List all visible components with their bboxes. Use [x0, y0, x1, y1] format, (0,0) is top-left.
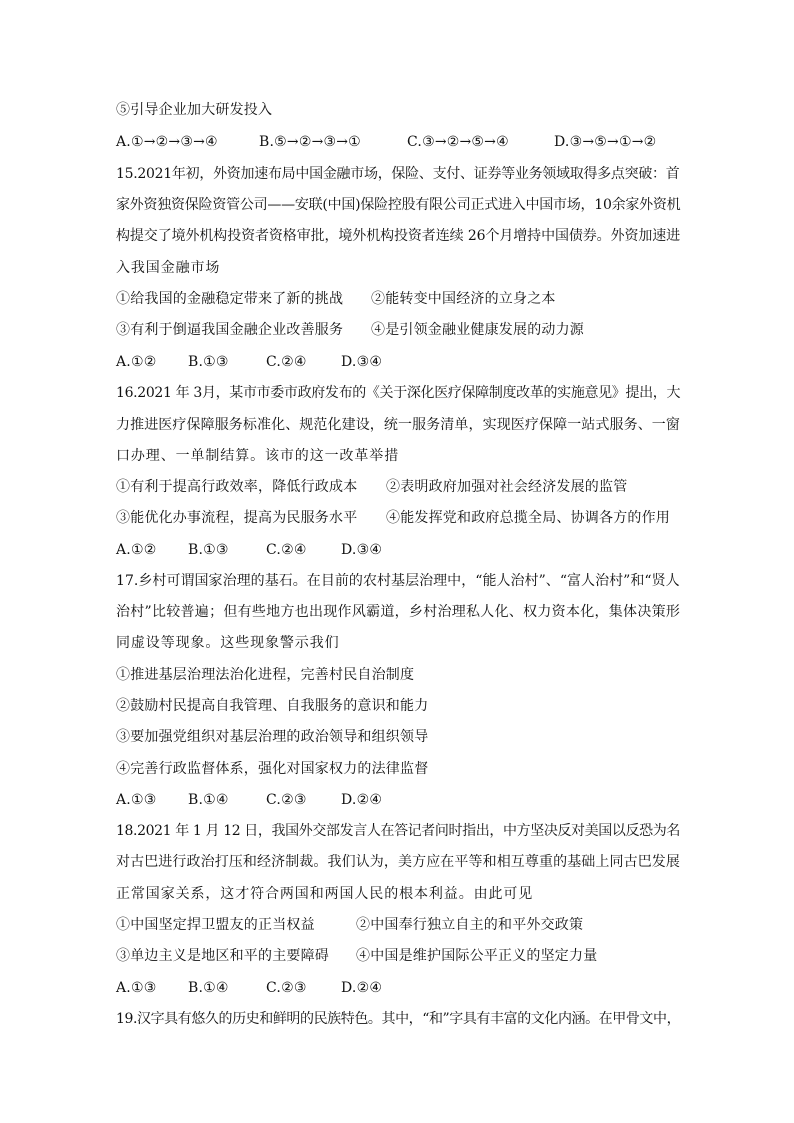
- q16-item-3: ③能优化办事流程，提高为民服务水平: [116, 510, 358, 526]
- option-d: D.③→⑤→①→②: [554, 134, 657, 150]
- q16-items-row: [116, 477, 627, 497]
- q15-item-2: ②能转变中国经济的立身之本: [371, 291, 556, 307]
- q18-options: [116, 978, 382, 998]
- q17-item: ③要加强党组织对基层治理的政治领导和组织领导: [116, 729, 429, 745]
- option-a: A.①→②→③→④: [116, 134, 218, 150]
- q18-item-3: ③单边主义是地区和平的主要障碍: [116, 948, 329, 964]
- option-a: A.①②: [116, 542, 157, 558]
- q16-items-row: [116, 508, 670, 528]
- q15-item-3: ③有利于倒逼我国金融企业改善服务: [116, 322, 344, 338]
- q16-stem-line: 口办理、一单制结算。该市的这一改革举措: [116, 448, 400, 464]
- q15-item-1: ①给我国的金融稳定带来了新的挑战: [116, 291, 344, 307]
- q17-stem-line: 17.乡村可谓国家治理的基石。在目前的农村基层治理中，“能人治村”、“富人治村”和“贤人: [116, 573, 680, 589]
- option-d: D.③④: [341, 542, 383, 558]
- option-b: B.①④: [188, 980, 229, 996]
- q18-stem-line: 对古巴进行政治打压和经济制裁。我们认为，美方应在平等和相互尊重的基础上同古巴发展: [116, 854, 680, 870]
- option-b: B.①③: [188, 354, 229, 370]
- option-a: A.①③: [116, 792, 157, 808]
- q16-item-2: ②表明政府加强对社会经济发展的监管: [386, 479, 628, 495]
- q19-stem-line: 19.汉字具有悠久的历史和鲜明的民族特色。其中，“和”字具有丰富的文化内涵。在甲骨文中，: [116, 1011, 681, 1027]
- option-c: C.③→②→⑤→④: [407, 134, 509, 150]
- option-b: B.①③: [188, 542, 229, 558]
- option-a: A.①③: [116, 980, 157, 996]
- option-d: D.②④: [341, 980, 383, 996]
- option-c: C.②③: [266, 792, 307, 808]
- q15-stem-line: 15.2021年初，外资加速布局中国金融市场，保险、支付、证券等业务领域取得多点突破：首: [116, 166, 680, 182]
- q15-stem-line: 入我国金融市场: [116, 260, 221, 276]
- option-a: A.①②: [116, 354, 157, 370]
- q15-stem-line: 构提交了境外机构投资者资格审批，境外机构投资者连续 26个月增持中国债券。外资加速进: [116, 228, 681, 244]
- q17-stem-line: 同虚设等现象。这些现象警示我们: [116, 635, 340, 651]
- q16-options: [116, 540, 382, 560]
- q18-item-4: ④中国是维护国际公平正义的坚定力量: [356, 948, 598, 964]
- option-d: D.②④: [341, 792, 383, 808]
- q15-items-row: [116, 289, 556, 309]
- q16-item-4: ④能发挥党和政府总揽全局、协调各方的作用: [386, 510, 670, 526]
- q17-item: ④完善行政监督体系，强化对国家权力的法律监督: [116, 761, 429, 777]
- answer-options-prev: [116, 132, 656, 152]
- option-b: B.①④: [188, 792, 229, 808]
- q17-options: [116, 790, 382, 810]
- option-c: C.②③: [266, 980, 307, 996]
- q15-options: [116, 352, 382, 372]
- option-c: C.②④: [266, 354, 307, 370]
- q17-stem-line: 治村”比较普遍；但有些地方也出现作风霸道，乡村治理私人化、权力资本化，集体决策形: [116, 604, 681, 620]
- q16-stem-line: 16.2021 年 3月，某市市委市政府发布的《关于深化医疗保障制度改革的实施意见》提出，大: [116, 385, 681, 401]
- q15-items-row: [116, 320, 584, 340]
- q18-stem-line: 18.2021 年 1 月 12 日，我国外交部发言人在答记者问时指出，中方坚决反对美国以反恐为名: [116, 823, 680, 839]
- q18-items-row: [116, 946, 597, 966]
- q18-stem-line: 正常国家关系，这才符合两国和两国人民的根本利益。由此可见: [116, 886, 534, 902]
- q18-item-2: ②中国奉行独立自主的和平外交政策: [356, 917, 584, 933]
- q18-items-row: [116, 915, 583, 935]
- item-5: ⑤引导企业加大研发投入: [116, 102, 273, 118]
- q15-stem-line: 家外资独资保险资管公司——安联(中国)保险控股有限公司正式进入中国市场，10余家外资机: [116, 197, 681, 213]
- q17-item: ②鼓励村民提高自我管理、自我服务的意识和能力: [116, 698, 429, 714]
- q15-item-4: ④是引领金融业健康发展的动力源: [371, 322, 584, 338]
- option-c: C.②④: [266, 542, 307, 558]
- q16-stem-line: 力推进医疗保障服务标准化、规范化建设，统一服务清单，实现医疗保障一站式服务、一窗: [116, 417, 680, 433]
- q17-item: ①推进基层治理法治化进程，完善村民自治制度: [116, 667, 415, 683]
- q18-item-1: ①中国坚定捍卫盟友的正当权益: [116, 917, 315, 933]
- option-d: D.③④: [341, 354, 383, 370]
- option-b: B.⑤→②→③→①: [259, 134, 361, 150]
- q16-item-1: ①有利于提高行政效率，降低行政成本: [116, 479, 358, 495]
